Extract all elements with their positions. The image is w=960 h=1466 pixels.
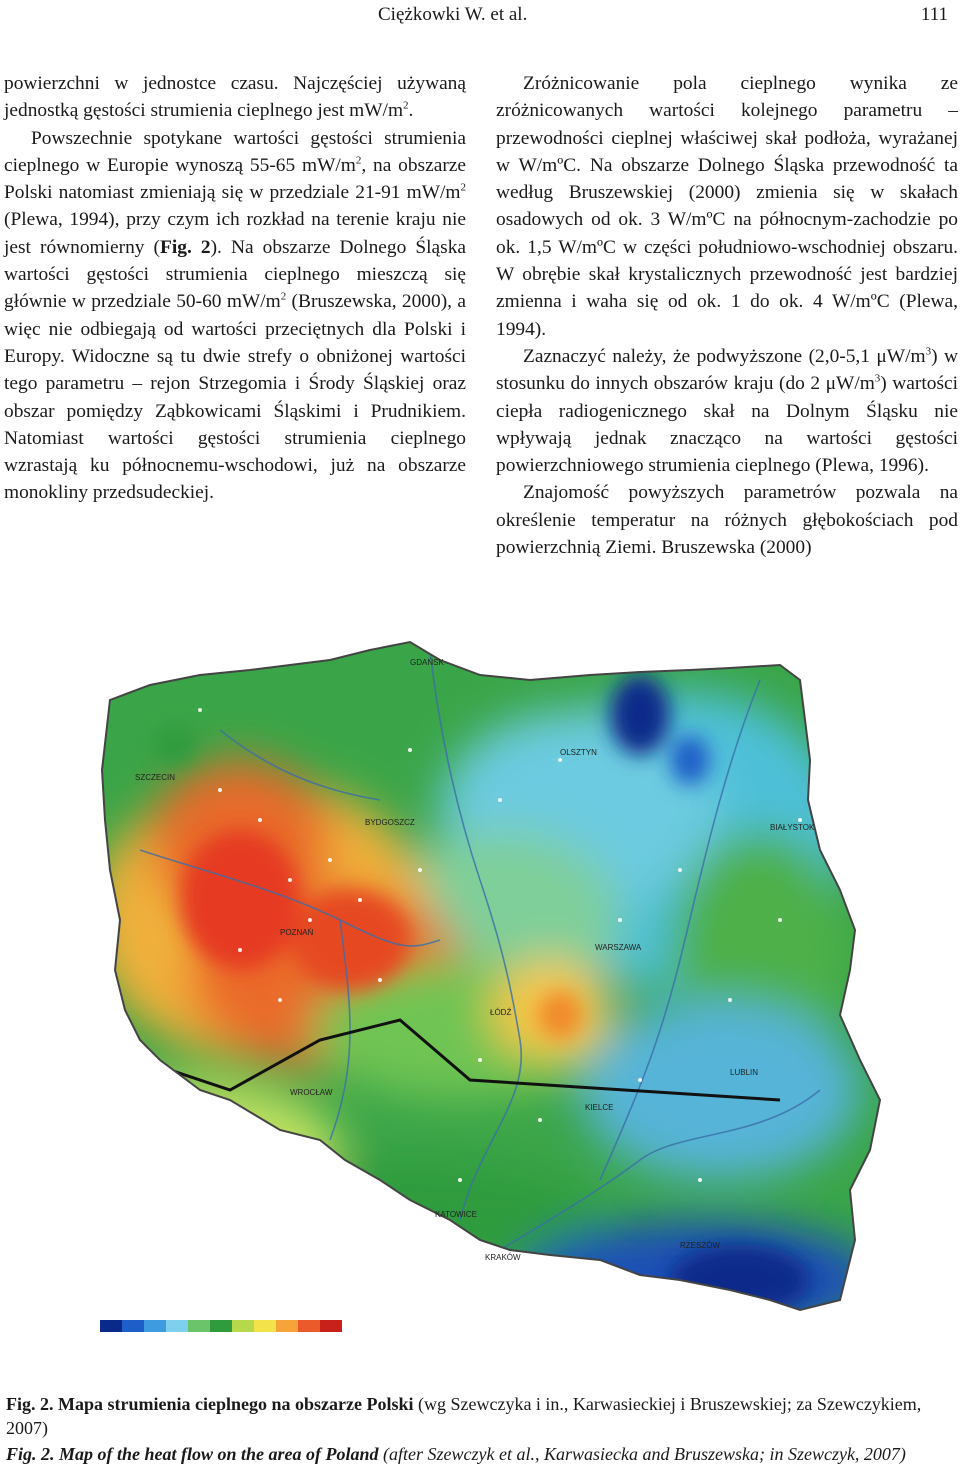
page-number: 111 (920, 4, 948, 25)
city-label: BIAŁYSTOK (770, 823, 815, 832)
legend-swatch (298, 1320, 320, 1332)
city-label: POZNAŃ (280, 928, 314, 937)
city-label: BYDGOSZCZ (365, 818, 415, 827)
legend-swatch (232, 1320, 254, 1332)
right-paragraph-1: Zróżnicowanie pola cieplnego wynika ze zróżnicowanych wartości kolejnego parametru – przewodności cieplnej właściwej skał podłoża, wyrażanej w W/mºC. Na obszarze Dolnego Śląska przewodność ta według Bruszewskiej (2000) zmienia się w skałach osadowych od ok. 3 W/mºC na północnym-zachodzie po ok. 1,5 W/mºC w części południowo-wschodniej obszaru. W obrębie skał krystalicznych przewodność jest bardziej zmienna i waha się od ok. 1 do ok. 4 W/mºC (Plewa, 1994). (496, 73, 958, 340)
legend-swatch (122, 1320, 144, 1332)
city-label: WARSZAWA (595, 943, 642, 952)
city-label: SZCZECIN (135, 773, 175, 782)
city-label: RZESZÓW (680, 1241, 720, 1250)
city-label: WROCŁAW (290, 1088, 333, 1097)
caption-english: Fig. 2. Map of the heat flow on the area of Poland (after Szewczyk et al., Karwasiecka and Bruszewska; in Szewczyk, 2007) (6, 1444, 906, 1464)
legend-swatch (320, 1320, 342, 1332)
legend-swatch (254, 1320, 276, 1332)
running-head (0, 4, 960, 28)
legend-swatch (188, 1320, 210, 1332)
city-label: ŁÓDŹ (490, 1008, 512, 1017)
city-label: OLSZTYN (560, 748, 597, 757)
figure-caption (6, 1392, 950, 1466)
color-scale-legend (100, 1320, 342, 1332)
right-paragraph-3: Znajomość powyższych parametrów pozwala na określenie temperatur na różnych głębokościach pod powierzchnią Ziemi. Bruszewska (2000) (496, 482, 958, 559)
city-label: KRAKÓW (485, 1253, 521, 1262)
left-paragraph-1: powierzchni w jednostce czasu. Najczęściej używaną jednostką gęstości strumienia cieplnego jest $mW/m^2$. (4, 73, 466, 122)
right-column (496, 70, 958, 561)
figure-reference: Fig. 2 (160, 236, 211, 258)
right-paragraph-2: Zaznaczyć należy, że podwyższone (2,0-5,1 $\mu W/m^3$) w stosunku do innych obszarów kraju (do 2 $\mu W/m^3$) wartości ciepła radiogenicznego skał na Dolnym Śląsku nie wpływają jednak znacząco na wartości gęstości powierzchniowego strumienia cieplnego (Plewa, 1996). (496, 345, 958, 477)
caption-polish: Fig. 2. Mapa strumienia cieplnego na obszarze Polski (wg Szewczyka i in., Karwasieckiej i Bruszewskiej; za Szewczykiem, 2007) (6, 1394, 922, 1438)
left-paragraph-2: Powszechnie spotykane wartości gęstości strumienia cieplnego w Europie wynoszą 55-65 $mW/m^2$, na obszarze Polski natomiast zmieniają się w przedziale 21-91 $mW/m^2$ (Plewa, 1994), przy czym ich rozkład na terenie kraju nie jest równomierny (Fig. 2). Na obszarze Dolnego Śląska wartości gęstości strumienia cieplnego mieszczą się głównie w przedziale 50-60 $mW/m^2$ (Bruszewska, 2000), a więc nie odbiegają od wartości przeciętnych dla Polski i Europy. Widoczne są tu dwie strefy o obniżonej wartości tego parametru – rejon Strzegomia i Środy Śląskiej oraz obszar pomiędzy Ząbkowicami Śląskimi i Prudnikiem. Natomiast wartości gęstości strumienia cieplnego wzrastają ku północnemu-wschodowi, już na obszarze monokliny przedsudeckiej. (4, 127, 466, 504)
legend-swatch (144, 1320, 166, 1332)
heat-flow-map-figure (80, 620, 960, 1340)
left-column (4, 70, 466, 507)
running-head-authors: Ciężkowki W. et al. (378, 4, 528, 25)
city-label: LUBLIN (730, 1068, 759, 1077)
legend-swatch (210, 1320, 232, 1332)
heat-flow-map (80, 620, 960, 1340)
legend-swatch (276, 1320, 298, 1332)
legend-swatch (100, 1320, 122, 1332)
legend-swatch (166, 1320, 188, 1332)
city-label: KATOWICE (435, 1210, 477, 1219)
city-label: KIELCE (585, 1103, 614, 1112)
city-label: GDAŃSK (410, 658, 444, 667)
